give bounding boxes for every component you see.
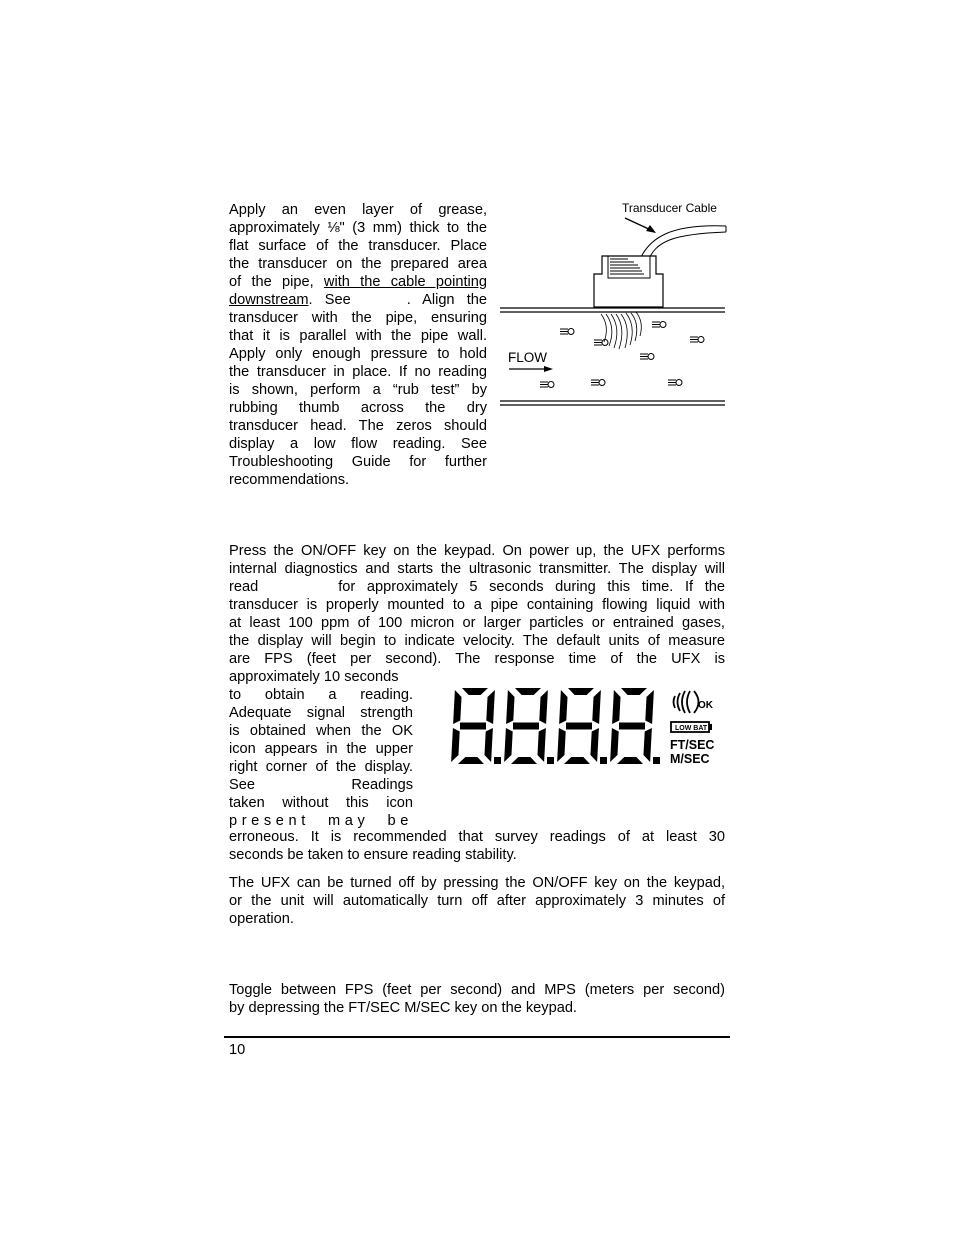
text-fragment: for approximately 5 seconds during this time. If the [338, 579, 725, 595]
ultrasonic-waves [601, 312, 641, 349]
ok-label: OK [698, 700, 713, 711]
text-line: operation. [229, 911, 294, 927]
lcd-digits-text: 8.8.8.8. [447, 688, 451, 689]
text-line: Press the ON/OFF key on the keypad. On power up, the UFX performs [229, 543, 725, 559]
lcd-segment [592, 690, 601, 724]
text-line: flat surface of the transducer. Place [229, 238, 487, 254]
lcd-segment [645, 690, 654, 724]
lcd-segment [511, 757, 537, 764]
text-line [229, 578, 725, 596]
text-line: Toggle between FPS (feet per second) and MPS (meters per second) [229, 982, 725, 998]
lcd-segment [643, 728, 651, 762]
cable-outline [648, 232, 726, 261]
lcd-segment [559, 690, 567, 724]
lcd-segment [504, 728, 513, 762]
transducer-pipe-diagram [498, 196, 730, 416]
cable-label: Transducer Cable [622, 201, 717, 215]
power-off-paragraph [229, 874, 725, 928]
lcd-segment [566, 723, 592, 730]
lcd-segment [453, 690, 461, 724]
text-fragment: read [229, 579, 259, 595]
text-line: seconds be taken to ensure reading stability. [229, 847, 517, 863]
text-line: Apply only enough pressure to hold [229, 346, 487, 362]
unit-ft-sec: FT/SEC [670, 738, 715, 752]
text-line [229, 291, 487, 309]
footer-rule [224, 1036, 730, 1038]
lcd-segment [557, 728, 566, 762]
lcd-segment [513, 723, 539, 730]
lcd-segment [506, 690, 514, 724]
lcd-segment [460, 723, 486, 730]
text-line: Adequate signal strength [229, 705, 413, 721]
lcd-segment [590, 728, 598, 762]
text-line: by depressing the FT/SEC M/SEC key on the keypad. [229, 1000, 577, 1016]
lcd-decimal-point [494, 757, 501, 764]
text-line: to obtain a reading. [229, 687, 413, 703]
signal-strength-paragraph [229, 668, 413, 830]
text-line: recommendations. [229, 472, 350, 488]
text-line [229, 273, 487, 291]
lcd-decimal-point [600, 757, 607, 764]
lcd-segment [451, 728, 460, 762]
text-line: rubbing thumb across the dry [229, 400, 487, 416]
text-line: the transducer in place. If no reading [229, 364, 487, 380]
text-line: transducer head. The zeros should [229, 418, 487, 434]
lcd-segment [610, 728, 619, 762]
lcd-segment [568, 688, 594, 695]
lcd-decimal-point [547, 757, 554, 764]
units-paragraph [229, 981, 725, 1017]
low-battery-icon [671, 722, 712, 732]
text-line: approximately 10 seconds [229, 669, 399, 685]
power-up-paragraph [229, 542, 725, 668]
lcd-segment [537, 728, 545, 762]
text-line: is obtained when the OK [229, 723, 413, 739]
text-line: icon appears in the upper [229, 741, 413, 757]
lcd-segment [484, 728, 492, 762]
lcd-segment [621, 688, 647, 695]
seven-segment-digits [451, 688, 660, 764]
lcd-segment [458, 757, 484, 764]
underlined-instruction: downstream [229, 292, 309, 308]
low-bat-label: LOW BAT [675, 725, 708, 732]
text-line: the display will begin to indicate velocity. The default units of measure [229, 633, 725, 649]
page-number: 10 [229, 1042, 246, 1058]
text-line: transducer is properly mounted to a pipe containing flowing liquid with [229, 597, 725, 613]
text-line: Troubleshooting Guide for further [229, 454, 487, 470]
text-line: right corner of the display. [229, 759, 413, 775]
text-line [229, 776, 413, 794]
text-fragment: See [229, 777, 255, 793]
arrow-head [646, 225, 656, 233]
text-fragment: . Align the [406, 292, 487, 308]
flow-label: FLOW [508, 350, 547, 365]
unit-m-sec: M/SEC [670, 752, 710, 766]
text-fragment: of the pipe, [229, 274, 324, 290]
lcd-segment [462, 688, 488, 695]
text-line: that it is parallel with the pipe wall. [229, 328, 487, 344]
text-line: at least 100 ppm of 100 micron or larger particles or entrained gases, [229, 615, 725, 631]
text-line: erroneous. It is recommended that survey readings of at least 30 [229, 829, 725, 845]
text-line: present may be [229, 813, 413, 829]
text-line: taken without this icon [229, 795, 413, 811]
text-line: the transducer on the prepared area [229, 256, 487, 272]
mounting-paragraph [229, 201, 487, 489]
lcd-decimal-point [653, 757, 660, 764]
lcd-segment [564, 757, 590, 764]
text-line: The UFX can be turned off by pressing the ON/OFF key on the keypad, [229, 875, 725, 891]
text-line: internal diagnostics and starts the ultrasonic transmitter. The display will [229, 561, 725, 577]
text-line: Apply an even layer of grease, [229, 202, 487, 218]
signal-icon [674, 691, 699, 713]
lcd-segment [617, 757, 643, 764]
text-line: are FPS (feet per second). The response time of the UFX is [229, 651, 725, 667]
lcd-display-diagram [447, 688, 727, 774]
lcd-segment [539, 690, 548, 724]
text-line: is shown, perform a “rub test” by [229, 382, 487, 398]
lcd-segment [486, 690, 495, 724]
text-fragment: . See [308, 292, 351, 308]
text-line: transducer with the pipe, ensuring [229, 310, 487, 326]
lcd-segment [515, 688, 541, 695]
underlined-instruction: with the cable pointing [323, 274, 487, 290]
lcd-segment [612, 690, 620, 724]
text-line: or the unit will automatically turn off after approximately 3 minutes of [229, 893, 725, 909]
text-line: display a low flow reading. See [229, 436, 487, 452]
survey-paragraph [229, 828, 725, 864]
text-fragment: Readings [351, 777, 413, 793]
transducer-body [594, 256, 663, 307]
lcd-segment [619, 723, 645, 730]
text-line: approximately ⅛" (3 mm) thick to the [229, 220, 487, 236]
